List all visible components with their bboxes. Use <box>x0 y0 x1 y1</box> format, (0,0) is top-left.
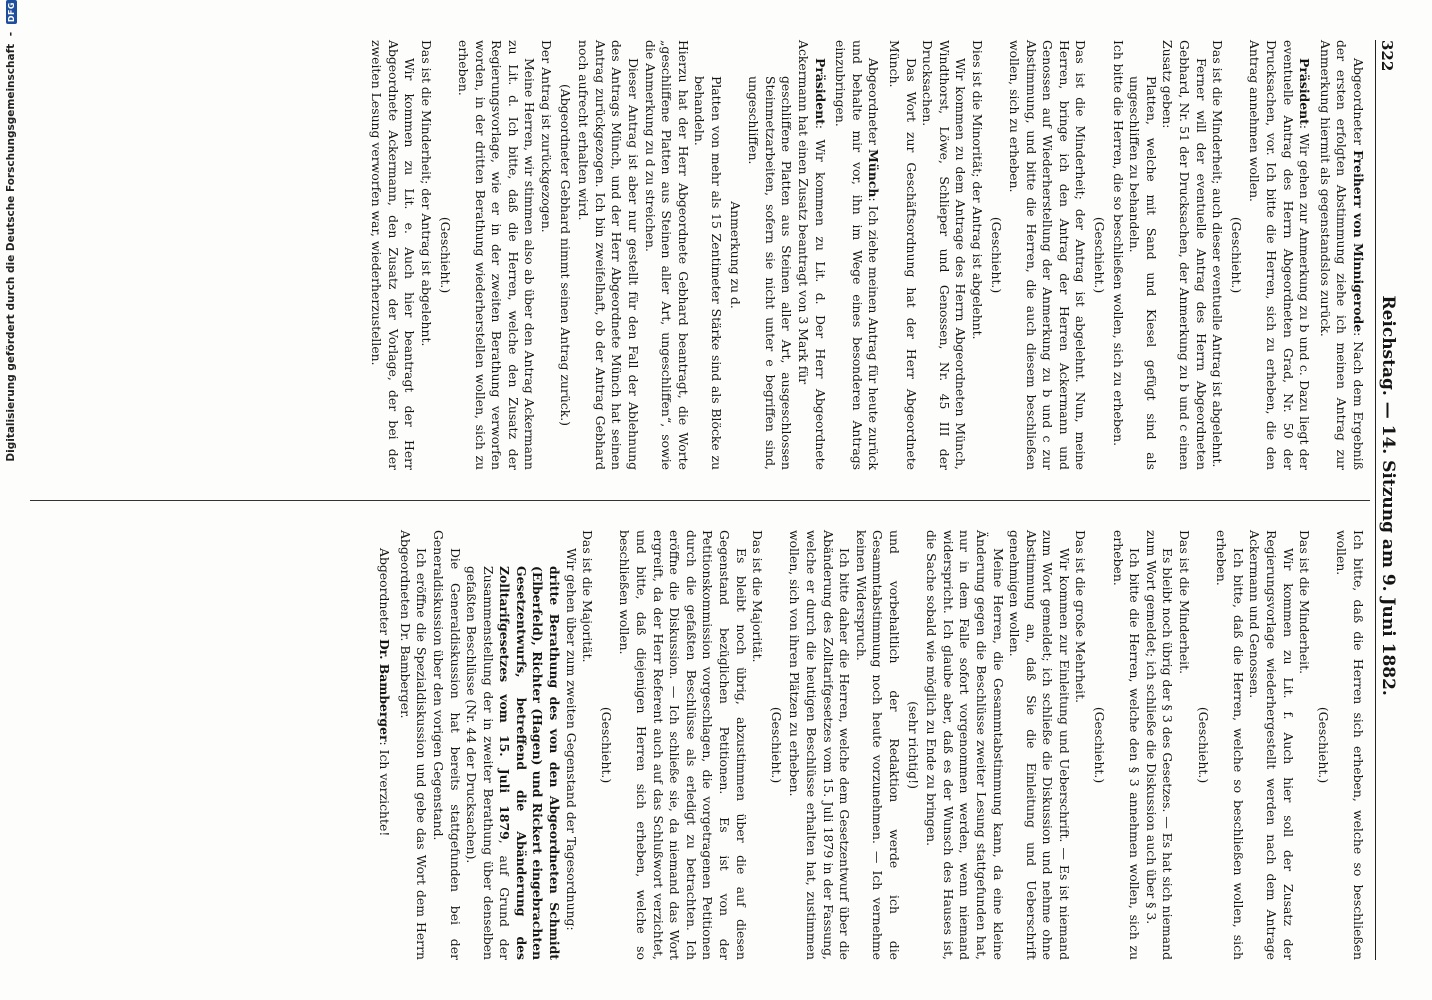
paragraph: Ich bitte daher die Herren, welche dem Gesetzentwurf über die Abänderung des Zolltarifgesetzes vom 15. Juli 1879 in der Fassung, welche er durch die heutigen Beschlüsse erhalten hat, zustimmen wollen, sich von ihren Plätzen zu erheben. <box>787 530 853 960</box>
paragraph: (Geschieht.) <box>1315 706 1331 784</box>
paragraph: Platten, welche mit Sand und Kiesel gefügt sind als ungeschliffen zu behandeln. <box>1127 76 1159 470</box>
left-column <box>20 40 1366 470</box>
page-header <box>1378 40 1404 960</box>
paragraph: Meine Herren, die Gesammtabstimmung kann, da eine kleine Änderung gegen die Beschlüsse zweiter Lesung stattgefunden hat, nur in dem Falle sofort vorgenommen werden, wenn niemand widerspricht. Ich glaube aber, daß es der Wunsch des Hauses ist, die Sache sobald wie möglich zu Ende zu bringen. <box>924 530 1006 960</box>
paragraph: Das ist die Majorität. <box>750 530 766 663</box>
paragraph: (Geschieht.) <box>1092 706 1108 784</box>
running-title: Reichstag. — 14. Sitzung am 9. Juni 1882. <box>1378 295 1398 696</box>
paragraph: (Geschieht.) <box>1228 216 1244 294</box>
dfg-logo-icon: DFG <box>6 2 16 23</box>
paragraph: (Geschieht.) <box>1195 706 1211 784</box>
paragraph: Ich bitte die Herren, die so beschließen wollen, sich zu erheben. <box>1110 40 1126 447</box>
paragraph: Das ist die Minderheit; auch dieser eventuelle Antrag ist abgelehnt. <box>1210 40 1226 468</box>
paragraph: Präsident: Wir gehen zur Anmerkung zu b und c. Dazu liegt der eventuelle Antrag des Herrn Abgeordneten Grad, Nr. 50 der Drucksachen, vor. Ich bitte die Herren, sich zu erheben, die den Antrag annehmen wollen. <box>1247 40 1313 470</box>
paragraph: Das ist die Minderheit. <box>1297 530 1313 675</box>
paragraph: Wir kommen zur Einleitung und Ueberschrift. — Es ist niemand zum Wort gemeldet; ich schließe die Diskussion und nehme ohne Abstimmung an, daß Sie die Einleitung und Ueberschrift genehmigen wollen. <box>1007 530 1072 960</box>
paragraph: Es bleibt noch übrig, abzustimmen über die auf diesen Gegenstand bezüglichen Petitionen. Es ist von der Petitionskommission vorgeschlagen, die vorgetragenen Petitionen durch die gefaßten Beschlüsse als erledigt zu betrachten. Ich eröffne die Diskussion. — Ich schließe sie, da niemand das Wort ergreift, da der Herr Referent auch auf das Schlußwort verzichtet, und bitte, daß diejenigen Herren sich erheben, welche so beschließen wollen. <box>617 530 749 960</box>
paragraph: Das Wort zur Geschäftsordnung hat der Herr Abgeordnete Münch. <box>886 40 919 470</box>
paragraph: Präsident: Wir kommen zu Lit. d. Der Herr Abgeordnete Ackermann hat einen Zusatz beantragt von 3 Mark für <box>796 40 828 470</box>
paragraph: Ich bitte, daß die Herren sich erheben, welche so beschließen wollen. <box>1334 530 1366 960</box>
paragraph: und vorbehaltlich der Redaktion werde ich die Gesammtabstimmung noch heute vorzunehmen. — Ich vernehme keinen Widerspruch. <box>853 530 902 960</box>
paragraph: Dies ist die Minorität; der Antrag ist abgelehnt. <box>969 40 985 340</box>
paragraph: Anmerkung zu d. <box>727 201 743 309</box>
paragraph: Wir kommen zu Lit. f. Auch hier soll der Zusatz der Regierungsvorlage wiederhergestellt werden nach dem Antrage Ackermann und Genossen. <box>1247 530 1296 960</box>
header-rule <box>1375 40 1376 960</box>
paragraph: dritte Berathung des von den Abgeordneten Schmidt (Elberfeld), Richter (Hagen) und Rickert eingebrachten Gesetzentwurfs, betreffend die Abänderung des Zolltarifgesetzes vom 15. Juli 1879, auf Grund der Zusammenstellung der in zweiter Berathung über denselben gefaßten Beschlüsse (Nr. 44 der Drucksachen). <box>464 566 563 960</box>
paragraph: (Abgeordneter Gebhard nimmt seinen Antrag zurück.) <box>557 83 573 427</box>
paragraph: Das ist die große Mehrheit. <box>1073 530 1089 704</box>
paragraph: Wir kommen zu dem Antrage des Herrn Abgeordneten Münch, Windthorst, Löwe, Schlieper und Genossen, Nr. 45 III der Drucksachen. <box>920 40 969 470</box>
credit-text: Digitalisierung gefördert durch die Deutsche Forschungsgemeinschaft <box>5 43 17 462</box>
paragraph: (sehr richtig!) <box>905 701 921 789</box>
paragraph: Das ist die Majorität. <box>580 530 596 663</box>
paragraph: Ich bitte, daß die Herren, welche so beschließen wollen, sich erheben. <box>1214 530 1246 960</box>
paragraph: Abgeordneter Münch: Ich ziehe meinen Antrag für heute zurück und behalte mir vor, ihn im Wege eines besonderen Antrags einzubringen. <box>833 40 882 470</box>
column-divider <box>30 500 1370 501</box>
paragraph: (Geschieht.) <box>598 706 614 784</box>
paragraph: Meine Herren, wir stimmen also ab über den Antrag Ackermann zu Lit. d. Ich bitte, daß die Herren, welche den Zusatz der Regierungsvorlage, wie er in der zweiten Berathung verworfen worden, in der dritten Berathung wiederherstellen wollen, sich zu erheben. <box>456 40 538 470</box>
paragraph: Dieser Antrag ist aber nur gestellt für den Fall der Ablehnung des Antrags Münch, und der Herr Abgeordnete Münch hat seinen Antrag zurückgezogen. Ich bin zweifelhaft, ob der Antrag Gebhard noch aufrecht erhalten wird. <box>576 40 642 470</box>
paragraph: Platten von mehr als 15 Zentimeter Stärke sind als Blöcke zu behandeln. <box>692 76 725 470</box>
right-column <box>20 530 1366 960</box>
paragraph: Ich eröffne die Spezialdiskussion und gebe das Wort dem Herrn Abgeordneten Dr. Bamberger. <box>397 530 430 960</box>
paragraph: Abgeordneter Freiherr von Minnigerode: Nach dem Ergebniß der ersten erfolgten Abstimmung ziehe ich meinen Antrag zur Anmerkung hiermit als gegenstandslos zurück. <box>1317 40 1366 471</box>
paragraph: Die Generaldiskussion hat bereits stattgefunden bei der Generaldiskussion über den vorigen Gegenstand. <box>430 530 463 960</box>
paragraph: Das ist die Minderheit; der Antrag ist abgelehnt. <box>418 40 434 347</box>
paragraph: (Geschieht.) <box>988 216 1004 294</box>
paragraph: Abgeordneter Dr. Bamberger: Ich verzichte! <box>377 548 393 837</box>
paragraph: Wir kommen zu Lit. e. Auch hier beantragt der Herr Abgeordnete Ackermann, den Zusatz der Vorlage, der bei der zweiten Lesung verworfen war, wiederherzustellen. <box>369 40 418 470</box>
paragraph: Ferner will der eventuelle Antrag des Herrn Abgeordneten Gebhard, Nr. 51 der Drucksachen, der Anmerkung zu b und c einen Zusatz geben: <box>1160 40 1209 470</box>
paragraph: (Geschieht.) <box>1092 216 1108 294</box>
paragraph: Wir gehen über zum zweiten Gegenstand der Tagesordnung: <box>563 548 579 931</box>
paragraph: Das ist die Minderheit; der Antrag ist abgelehnt. Nun, meine Herren, bringe ich den Antrag der Herren Ackermann und Genossen auf Wiederherstellung der Anmerkung zu b und c zur Abstimmung, und bitte die Herren, die auch diesem beschließen wollen, sich zu erheben. <box>1007 40 1089 470</box>
paragraph: Das ist die Minderheit. <box>1177 530 1193 675</box>
paragraph: Hierzu hat der Herr Abgeordnete Gebhard beantragt, die Worte „geschliffene Platten aus Steinen aller Art, ungeschliffen“, sowie die Anmerkung zu d zu streichen. <box>642 40 691 470</box>
paragraph: Der Antrag ist zurückgezogen. <box>539 40 555 233</box>
paragraph: Es bleibt noch übrig der § 3 des Gesetzes. — Es hat sich niemand zum Wort gemeldet; ich schließe die Diskussion auch über § 3. <box>1143 530 1176 960</box>
page-number: 322 <box>1378 40 1396 72</box>
paragraph: geschliffene Platten aus Steinen aller Art, ausgeschlossen Steinmetzarbeiten, sofern sie nicht unter e begriffen sind, ungeschliffen. <box>746 76 795 470</box>
paragraph: Ich bitte die Herren, welche den § 3 annehmen wollen, sich zu erheben. <box>1110 530 1143 960</box>
digitization-credit: Digitalisierung gefördert durch die Deutsche Forschungsgemeinschaft - DFG <box>5 2 17 462</box>
paragraph: (Geschieht.) <box>768 706 784 784</box>
paragraph: (Geschieht.) <box>437 216 453 294</box>
